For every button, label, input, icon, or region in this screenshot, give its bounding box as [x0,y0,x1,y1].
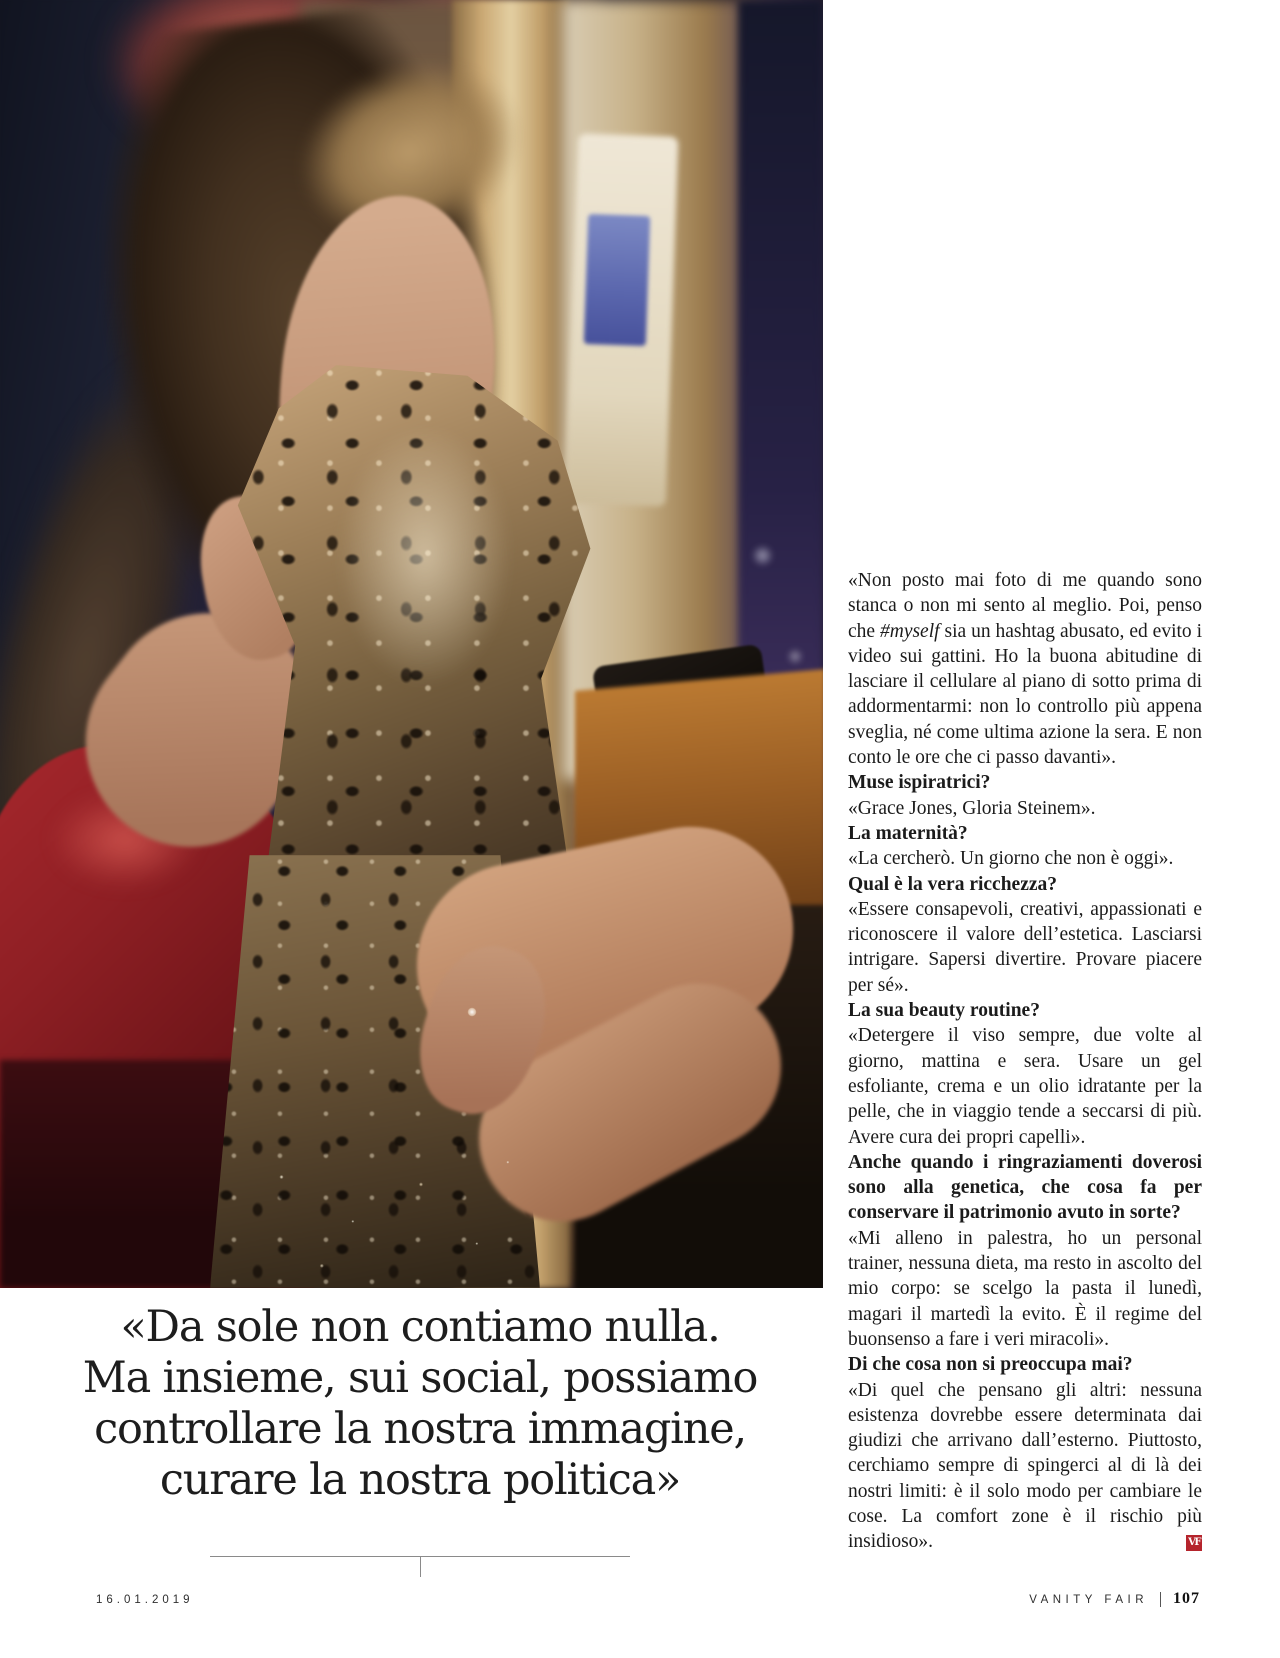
interview-question: La sua beauty routine? [848,1000,1040,1022]
quote-divider-rule [210,1556,630,1557]
vf-end-logo: VF [1186,1535,1202,1551]
interview-answer: «Di quel che pensano gli altri: nessuna esistenza dovrebbe essere determinata dai giudizi che arrivano dall’esterno. Piuttosto, cerchiamo sempre di spingerci al di là dei nostri limiti: è il solo modo per cambiare le cose. La comfort zone è il rischio più insidioso». [848,1379,1202,1553]
footer-magazine-name: VANITY FAIR [1029,1594,1148,1606]
footer-issue-date: 16.01.2019 [96,1594,194,1606]
answer-text: sia un hashtag abusato, ed evito i video sui gattini. Ho la buona abitudine di lasciare il cellulare al piano di sotto prima di addormentarmi: non lo controllo più appena sveglia, né come ultima azione la sera. E non conto le ore che ci passo davanti». [848,620,1202,769]
hashtag-italic: #myself [879,620,940,642]
answer-text: «Non posto mai foto di me quando sono stanca o non mi sento al meglio. Poi, penso che [848,570,1202,642]
pull-quote-line: Ma insieme, sui social, possiamo [82,1353,758,1403]
interview-question: La maternità? [848,822,968,844]
interview-answer: «La cercherò. Un giorno che non è oggi». [848,848,1174,870]
model-dress-shimmer [300,430,540,760]
quote-divider-tick [420,1556,421,1577]
interview-question: Di che cosa non si preoccupa mai? [848,1354,1133,1376]
interview-answer: «Detergere il viso sempre, due volte al giorno, mattina e sera. Usare un gel esfoliante, crema e un olio idratante per la pelle, che in viaggio tende a seccarsi di più. Avere cura dei propri capelli». [848,1025,1202,1148]
interview-column [848,568,1202,1555]
interview-answer: «Grace Jones, Gloria Steinem». [848,797,1096,819]
footer-page-number: 107 [1173,1590,1200,1607]
interview-question: Muse ispiratrici? [848,772,991,794]
footer-separator-bar [1160,1592,1161,1607]
pull-quote-line: «Da sole non contiamo nulla. [120,1302,720,1352]
footer-folio [1029,1590,1200,1608]
pull-quote-line: controllare la nostra immagine, [94,1404,746,1454]
model-ring-sparkle [458,998,486,1026]
editorial-photo [0,0,823,1288]
pull-quote [70,1302,770,1557]
answer-paragraph [848,568,1202,770]
pull-quote-line: curare la nostra politica» [159,1455,681,1505]
interview-question: Anche quando i ringraziamenti doverosi sono alla genetica, che cosa fa per conservare il patrimonio avuto in sorte? [848,1151,1202,1224]
interview-question: Qual è la vera ricchezza? [848,873,1058,895]
interview-answer: «Mi alleno in palestra, ho un personal trainer, nessuna dieta, ma resto in ascolto del mio corpo: se scelgo la pasta il lunedì, magari il martedì la evito. È il regime del buonsenso a fare i veri miracoli». [848,1227,1202,1350]
last-answer-block [848,1378,1202,1555]
model-dress-hem-sparkles [235,1140,545,1288]
interview-answer: «Essere consapevoli, creativi, appassionati e riconoscere il valore dell’estetica. Lasciarsi intrigare. Sapersi divertire. Provare piacere per sé». [848,898,1202,996]
